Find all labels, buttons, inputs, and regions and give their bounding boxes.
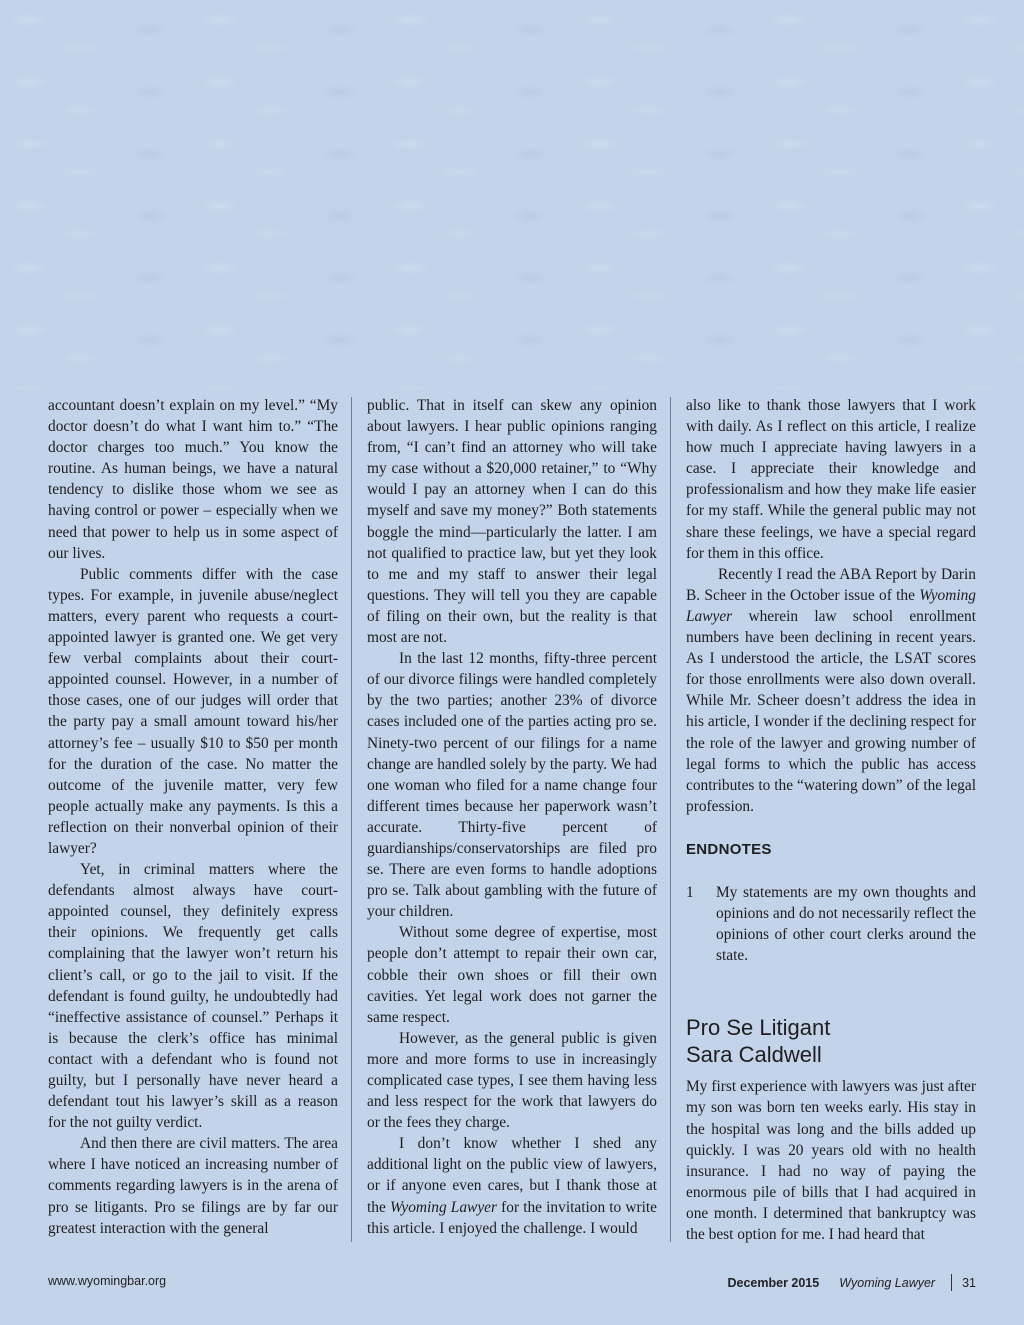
paragraph: In the last 12 months, fifty-three percent of our divorce filings were handled completely by the two parties; another 23% of divorce cases included one of the parties acting pro se. Ninety-two percent of our filings for a name change are handled solely by the party. We had one woman who filed for a name change four different times because her paperwork wasn’t accurate. Thirty-five percent of guardianships/conservatorships are filed pro se. There are even forms to handle adoptions pro se. Talk about gambling with the future of your children.: [367, 650, 657, 921]
text-run: Recently I read the ABA Report by Darin B. Scheer in the October issue of the: [686, 565, 976, 604]
column-divider-1: [351, 397, 352, 1242]
article-author: Sara Caldwell: [686, 1042, 822, 1068]
column-1: [48, 395, 338, 1239]
paragraph: [367, 1133, 657, 1238]
paragraph: accountant doesn’t explain on my level.” “My doctor doesn’t do what I want him to.” “The doctor charges too much.” You know the routine. As human beings, we have a natural tendency to dislike those whom we see as having control or power – especially when we need that power to help us in some aspect of our lives.: [48, 397, 338, 562]
endnote-item: [686, 882, 976, 966]
text-run: wherein law school enrollment numbers have been declining in recent years. As I understood the article, the LSAT scores for those enrollments were also down overall. While Mr. Scheer doesn’t address the idea in his article, I wonder if the declining respect for the role of the lawyer and growing number of legal forms to which the public has access contributes to the “watering down” of the legal profession.: [686, 607, 976, 815]
column-2: [367, 395, 657, 1239]
paragraph: also like to thank those lawyers that I work with daily. As I reflect on this article, I realize how much I appreciate having lawyers in a case. I appreciate their knowledge and professionalism and how they make life easier for my staff. While the general public may not share these feelings, we have a special regard for them in this office.: [686, 397, 976, 562]
footer-date: December 2015: [727, 1275, 820, 1290]
paragraph: [686, 564, 976, 817]
magazine-name: Wyoming Lawyer: [686, 586, 976, 625]
paragraph: However, as the general public is given more and more forms to use in increasingly complicated case types, I see them having less and less respect for the work that lawyers do or the fees they charge.: [367, 1029, 657, 1132]
paragraph: And then there are civil matters. The area where I have noticed an increasing number of comments regarding lawyers is in the arena of pro se litigants. Pro se filings are by far our greatest interaction with the general: [48, 1135, 338, 1237]
paragraph: Public comments differ with the case types. For example, in juvenile abuse/neglect matters, every parent who requests a court-appointed lawyer is granted one. We get very few verbal complaints about their court-appointed counsel. However, in a number of those cases, one of our judges will order that the party pay a small amount toward his/her attorney’s fee – usually $10 to $50 per month for the duration of the case. No matter the outcome of the juvenile matter, very few people actually make any payments. Is this a reflection on their nonverbal opinion of their lawyer?: [48, 565, 338, 857]
footer-url: www.wyomingbar.org: [48, 1274, 167, 1288]
article-title-line: Pro Se Litigant: [686, 1015, 831, 1041]
paragraph: My first experience with lawyers was just after my son was born ten weeks early. His stay in the hospital was long and the bills added up quickly. I was 20 years old with no health insurance. I had no way of paying the enormous pile of bills that I had acquired in one month. I determined that bankruptcy was the best option for me. I had heard that: [686, 1078, 976, 1243]
page-footer: [48, 1274, 976, 1294]
magazine-name: Wyoming Lawyer: [389, 1198, 497, 1216]
footer-divider: [951, 1274, 952, 1291]
endnote-text: My statements are my own thoughts and opinions and do not necessarily reflect the opinions of other court clerks around the state.: [716, 883, 976, 965]
text-run: I don’t know whether I shed any additional light on the public view of lawyers, or if anyone even cares, but I thank those at the: [367, 1135, 657, 1216]
column-divider-2: [670, 397, 671, 1242]
footer-magazine: Wyoming Lawyer: [839, 1275, 936, 1290]
paragraph: public. That in itself can skew any opinion about lawyers. I hear public opinions ranging from, “I can’t find an attorney who will take my case without a $20,000 retainer,” to “Why would I pay an attorney when I can do this myself and save my money?” Both statements boggle the mind—particularly the latter. I am not qualified to practice law, but yet they look to me and my staff to answer their legal questions. They will tell you they are capable of filing on their own, but the reality is that most are not.: [367, 397, 657, 647]
background-texture: [0, 0, 1024, 390]
article-title: [686, 1014, 976, 1068]
column-3: [686, 395, 976, 1245]
footer-right: [727, 1274, 976, 1291]
paragraph: Yet, in criminal matters where the defendants almost always have court-appointed counsel, they definitely express their opinions. We frequently get calls complaining that the lawyer won’t return his client’s call, or go to the jail to visit. If the defendant is found guilty, he undoubtedly had “ineffective assistance of counsel.” Perhaps it is because the clerk’s office has minimal contact with a defendant who is found not guilty, but I personally have never heard a defendant tout his lawyer’s skill as a reason for the not guilty verdict.: [48, 861, 338, 1132]
page-number: 31: [962, 1275, 976, 1290]
paragraph: Without some degree of expertise, most people don’t attempt to repair their own car, cobble their own shoes or fill their own cavities. Yet legal work does not garner the same respect.: [367, 924, 657, 1026]
endnote-number: 1: [686, 883, 694, 901]
text-run: for the invitation to write this article. I enjoyed the challenge. I would: [367, 1198, 658, 1237]
endnotes-heading: ENDNOTES: [686, 840, 772, 858]
